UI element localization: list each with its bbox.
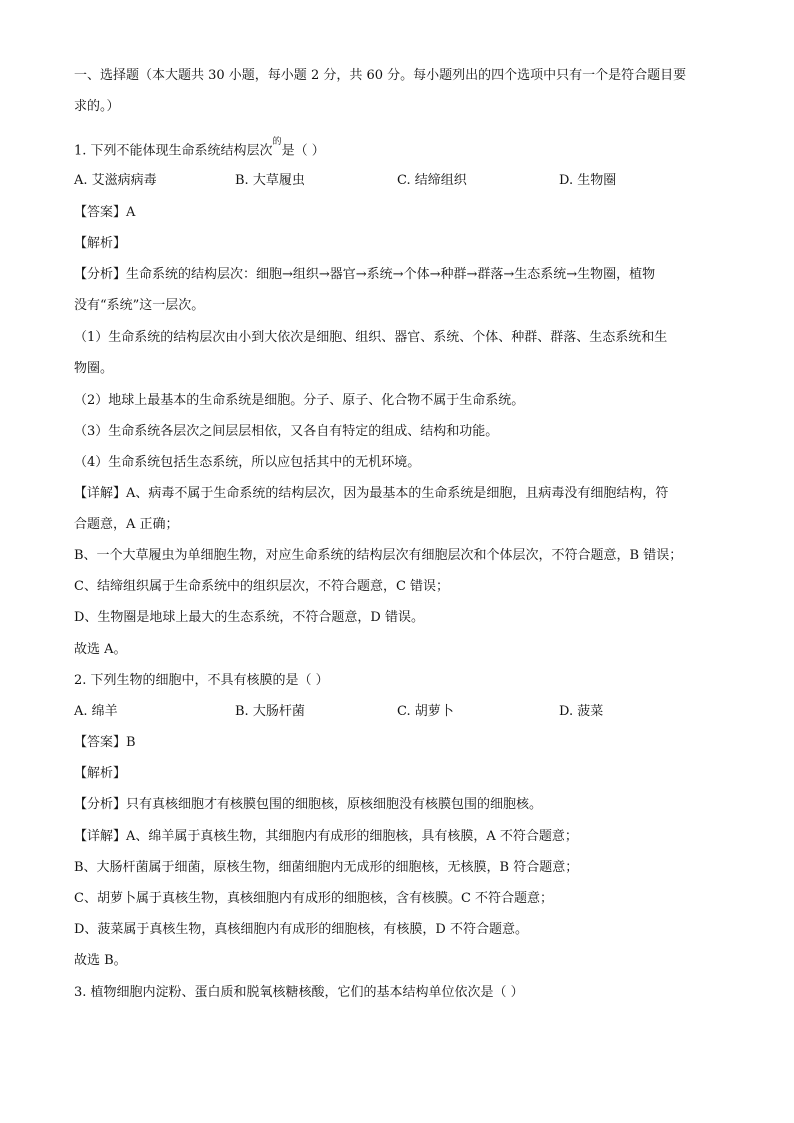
q1-stem-sup: 的 [272,137,282,147]
section-title: 一、选择题（本大题共 30 小题，每小题 2 分，共 60 分。每小题列出的四个选项中只有一个是符合题目要 [74,68,687,83]
q1-analysis-line: 物圈。 [74,361,114,376]
q1-conclusion: 故选 A。 [74,642,127,657]
q1-detail-line: D、生物圈是地球上最大的生态系统，不符合题意，D 错误。 [74,610,424,625]
q2-detail-line: D、菠菜属于真核生物，真核细胞内有成形的细胞核，有核膜，D 不符合题意。 [74,922,528,937]
q1-analysis-line: （3）生命系统各层次之间层层相依，又各自有特定的组成、结构和功能。 [74,424,499,439]
q1-detail-line: 合题意，A 正确； [74,517,179,532]
q2-option-b: B. 大肠杆菌 [235,704,305,719]
q2-detail-line: C、胡萝卜属于真核生物，真核细胞内有成形的细胞核，含有核膜。C 不符合题意； [74,891,554,906]
q1-option-b: B. 大草履虫 [235,173,305,188]
q1-analysis-line: 没有“系统”这一层次。 [74,298,205,313]
q2-analysis-line: 【分析】只有真核细胞才有核膜包围的细胞核，原核细胞没有核膜包围的细胞核。 [74,797,543,812]
q2-conclusion: 故选 B。 [74,953,127,968]
q3-stem: 3. 植物细胞内淀粉、蛋白质和脱氧核糖核酸，它们的基本结构单位依次是（ ） [74,985,524,1000]
q2-answer: 【答案】B [74,735,136,750]
q1-option-c: C. 结缔组织 [397,173,467,188]
q1-option-a: A. 艾滋病病毒 [74,173,157,188]
q1-answer: 【答案】A [74,205,136,220]
q1-analysis-line: （2）地球上最基本的生命系统是细胞。分子、原子、化合物不属于生命系统。 [74,393,525,408]
q1-analysis-line: （4）生命系统包括生态系统，所以应包括其中的无机环境。 [74,455,421,470]
q2-option-a: A. 绵羊 [74,704,118,719]
q1-stem [74,138,325,160]
section-title-cont: 求的。） [74,99,120,114]
q1-analysis-label: 【解析】 [74,236,127,251]
q1-detail-line: 【详解】A、病毒不属于生命系统的结构层次，因为最基本的生命系统是细胞，且病毒没有细胞结构，符 [74,486,669,501]
q1-stem-text-end: 是（ ） [281,143,325,159]
q1-stem-text: 1. 下列不能体现生命系统结构层次 [74,143,273,159]
q2-detail-line: 【详解】A、绵羊属于真核生物，其细胞内有成形的细胞核，具有核膜，A 不符合题意； [74,829,578,844]
q1-analysis-line: 【分析】生命系统的结构层次：细胞→组织→器官→系统→个体→种群→群落→生态系统→生物圈，植物 [74,267,656,282]
q2-option-d: D. 菠菜 [559,704,604,719]
q2-analysis-label: 【解析】 [74,766,127,781]
q2-stem: 2. 下列生物的细胞中，不具有核膜的是（ ） [74,673,329,688]
q2-option-c: C. 胡萝卜 [397,704,454,719]
q1-option-d: D. 生物圈 [559,173,617,188]
q1-analysis-line: （1）生命系统的结构层次由小到大依次是细胞、组织、器官、系统、个体、种群、群落、生态系统和生 [74,330,668,345]
q1-detail-line: B、一个大草履虫为单细胞生物，对应生命系统的结构层次有细胞层次和个体层次，不符合题意，B 错误； [74,548,683,563]
q2-detail-line: B、大肠杆菌属于细菌，原核生物，细菌细胞内无成形的细胞核，无核膜，B 符合题意； [74,860,579,875]
q1-detail-line: C、结缔组织属于生命系统中的组织层次，不符合题意，C 错误； [74,579,450,594]
